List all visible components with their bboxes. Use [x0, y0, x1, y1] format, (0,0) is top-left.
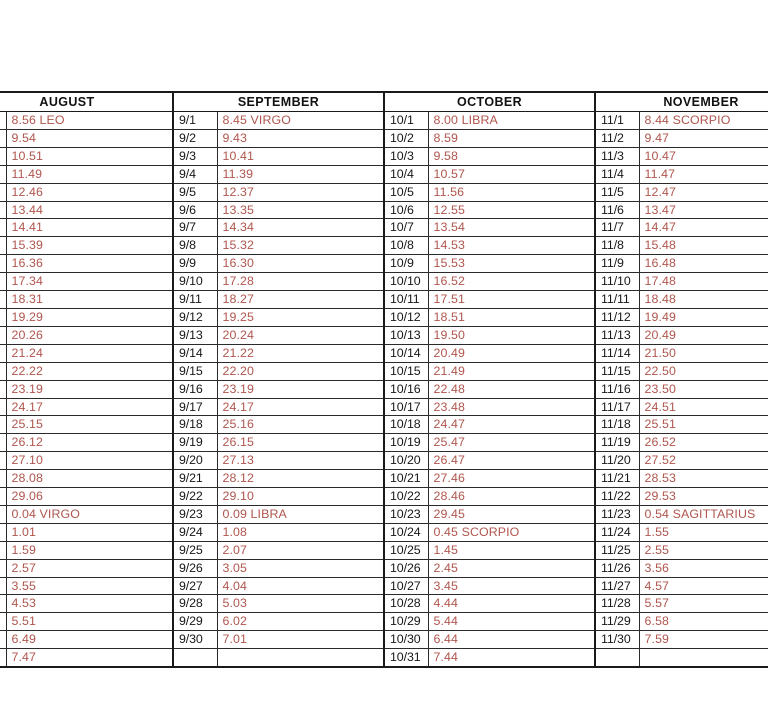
table-row: [0, 595, 768, 613]
date-cell: 11/18: [595, 416, 639, 434]
position-value-cell: 20.24: [217, 326, 384, 344]
position-value-cell: 15.39: [6, 237, 173, 255]
date-cell: 10/1: [384, 112, 428, 130]
position-value-cell: 19.29: [6, 308, 173, 326]
position-value-cell: 14.47: [639, 219, 768, 237]
date-cell: 10/16: [384, 380, 428, 398]
month-header-october: OCTOBER: [384, 92, 595, 112]
date-cell: 11/14: [595, 344, 639, 362]
date-cell: 10/28: [384, 595, 428, 613]
position-value-cell: 29.45: [428, 505, 595, 523]
position-value-cell: 1.55: [639, 523, 768, 541]
table-row: [0, 398, 768, 416]
date-cell: 9/15: [173, 362, 217, 380]
position-value-cell: 4.04: [217, 577, 384, 595]
position-value-cell: 0.54 SAGITTARIUS: [639, 505, 768, 523]
position-value-cell: 26.52: [639, 434, 768, 452]
position-value-cell: 6.58: [639, 613, 768, 631]
date-cell: 9/12: [173, 308, 217, 326]
date-cell: 10/30: [384, 631, 428, 649]
date-cell: 11/26: [595, 559, 639, 577]
position-value-cell: 14.34: [217, 219, 384, 237]
position-value-cell: 29.53: [639, 488, 768, 506]
position-value-cell: 5.51: [6, 613, 173, 631]
position-value-cell: 19.25: [217, 308, 384, 326]
position-value-cell: [217, 649, 384, 667]
position-value-cell: 21.22: [217, 344, 384, 362]
table-row: [0, 559, 768, 577]
table-row: [0, 380, 768, 398]
position-value-cell: 25.15: [6, 416, 173, 434]
date-cell: 9/14: [173, 344, 217, 362]
position-value-cell: 16.48: [639, 255, 768, 273]
position-value-cell: 9.58: [428, 147, 595, 165]
table-row: [0, 183, 768, 201]
date-cell: 11/10: [595, 273, 639, 291]
date-cell: 9/30: [173, 631, 217, 649]
date-cell: 9/25: [173, 541, 217, 559]
table-row: [0, 237, 768, 255]
position-value-cell: 7.44: [428, 649, 595, 667]
position-value-cell: 26.47: [428, 452, 595, 470]
position-value-cell: 15.53: [428, 255, 595, 273]
position-value-cell: 28.12: [217, 470, 384, 488]
position-value-cell: 11.47: [639, 165, 768, 183]
table-row: [0, 129, 768, 147]
position-value-cell: 2.57: [6, 559, 173, 577]
table-row: [0, 219, 768, 237]
table-row: [0, 523, 768, 541]
position-value-cell: 10.57: [428, 165, 595, 183]
date-cell: 11/22: [595, 488, 639, 506]
date-cell: 11/5: [595, 183, 639, 201]
position-value-cell: 26.15: [217, 434, 384, 452]
position-value-cell: 13.54: [428, 219, 595, 237]
date-cell: 9/10: [173, 273, 217, 291]
position-value-cell: 15.48: [639, 237, 768, 255]
date-cell: 11/27: [595, 577, 639, 595]
date-cell: 9/18: [173, 416, 217, 434]
position-value-cell: 9.47: [639, 129, 768, 147]
position-value-cell: 17.48: [639, 273, 768, 291]
position-value-cell: 23.19: [6, 380, 173, 398]
position-value-cell: 23.50: [639, 380, 768, 398]
position-value-cell: 12.37: [217, 183, 384, 201]
position-value-cell: 18.48: [639, 291, 768, 309]
position-value-cell: 0.09 LIBRA: [217, 505, 384, 523]
position-value-cell: 23.48: [428, 398, 595, 416]
date-cell: 9/28: [173, 595, 217, 613]
position-value-cell: [639, 649, 768, 667]
position-value-cell: 11.39: [217, 165, 384, 183]
position-value-cell: 3.55: [6, 577, 173, 595]
ephemeris-table: [0, 91, 768, 668]
month-header-august: AUGUST: [0, 92, 173, 112]
date-cell: 9/19: [173, 434, 217, 452]
date-cell: 10/9: [384, 255, 428, 273]
month-header-row: [0, 92, 768, 112]
table-row: [0, 273, 768, 291]
position-value-cell: 20.26: [6, 326, 173, 344]
date-cell: 11/20: [595, 452, 639, 470]
date-cell: 10/5: [384, 183, 428, 201]
date-cell: 9/11: [173, 291, 217, 309]
position-value-cell: 22.50: [639, 362, 768, 380]
position-value-cell: 25.47: [428, 434, 595, 452]
position-value-cell: 13.44: [6, 201, 173, 219]
date-cell: 10/17: [384, 398, 428, 416]
position-value-cell: 9.43: [217, 129, 384, 147]
position-value-cell: 2.55: [639, 541, 768, 559]
date-cell: 9/13: [173, 326, 217, 344]
position-value-cell: 2.45: [428, 559, 595, 577]
position-value-cell: 27.10: [6, 452, 173, 470]
position-value-cell: 24.47: [428, 416, 595, 434]
date-cell: [595, 649, 639, 667]
date-cell: 9/7: [173, 219, 217, 237]
position-value-cell: 10.51: [6, 147, 173, 165]
position-value-cell: 25.16: [217, 416, 384, 434]
date-cell: 11/29: [595, 613, 639, 631]
position-value-cell: 1.08: [217, 523, 384, 541]
position-value-cell: 4.53: [6, 595, 173, 613]
date-cell: 10/10: [384, 273, 428, 291]
date-cell: 10/21: [384, 470, 428, 488]
date-cell: 11/25: [595, 541, 639, 559]
date-cell: 9/24: [173, 523, 217, 541]
position-value-cell: 27.52: [639, 452, 768, 470]
table-row: [0, 470, 768, 488]
date-cell: 10/13: [384, 326, 428, 344]
position-value-cell: 17.28: [217, 273, 384, 291]
date-cell: 11/30: [595, 631, 639, 649]
date-cell: 9/6: [173, 201, 217, 219]
table-row: [0, 255, 768, 273]
position-value-cell: 7.01: [217, 631, 384, 649]
position-value-cell: 17.34: [6, 273, 173, 291]
date-cell: 11/9: [595, 255, 639, 273]
date-cell: 9/20: [173, 452, 217, 470]
month-header-november: NOVEMBER: [595, 92, 768, 112]
table-row: [0, 488, 768, 506]
position-value-cell: 8.59: [428, 129, 595, 147]
date-cell: 10/8: [384, 237, 428, 255]
date-cell: 11/17: [595, 398, 639, 416]
position-value-cell: 29.10: [217, 488, 384, 506]
date-cell: 9/21: [173, 470, 217, 488]
date-cell: 11/19: [595, 434, 639, 452]
date-cell: 10/23: [384, 505, 428, 523]
date-cell: 9/1: [173, 112, 217, 130]
date-cell: 9/8: [173, 237, 217, 255]
date-cell: 11/23: [595, 505, 639, 523]
date-cell: 9/5: [173, 183, 217, 201]
date-cell: 9/4: [173, 165, 217, 183]
date-cell: 10/2: [384, 129, 428, 147]
table-row: [0, 649, 768, 667]
position-value-cell: 6.49: [6, 631, 173, 649]
table-body: [0, 112, 768, 668]
date-cell: 10/15: [384, 362, 428, 380]
position-value-cell: 5.03: [217, 595, 384, 613]
position-value-cell: 26.12: [6, 434, 173, 452]
position-value-cell: 1.45: [428, 541, 595, 559]
position-value-cell: 28.53: [639, 470, 768, 488]
position-value-cell: 8.45 VIRGO: [217, 112, 384, 130]
position-value-cell: 14.53: [428, 237, 595, 255]
table-row: [0, 326, 768, 344]
position-value-cell: 19.50: [428, 326, 595, 344]
position-value-cell: 29.06: [6, 488, 173, 506]
position-value-cell: 18.51: [428, 308, 595, 326]
position-value-cell: 8.56 LEO: [6, 112, 173, 130]
position-value-cell: 17.51: [428, 291, 595, 309]
position-value-cell: 15.32: [217, 237, 384, 255]
date-cell: 11/11: [595, 291, 639, 309]
date-cell: 10/12: [384, 308, 428, 326]
position-value-cell: 8.44 SCORPIO: [639, 112, 768, 130]
position-value-cell: 22.20: [217, 362, 384, 380]
position-value-cell: 9.54: [6, 129, 173, 147]
position-value-cell: 18.27: [217, 291, 384, 309]
position-value-cell: 20.49: [428, 344, 595, 362]
date-cell: 10/19: [384, 434, 428, 452]
date-cell: [173, 649, 217, 667]
position-value-cell: 20.49: [639, 326, 768, 344]
position-value-cell: 19.49: [639, 308, 768, 326]
table-row: [0, 201, 768, 219]
position-value-cell: 10.47: [639, 147, 768, 165]
position-value-cell: 0.04 VIRGO: [6, 505, 173, 523]
position-value-cell: 3.56: [639, 559, 768, 577]
table-row: [0, 434, 768, 452]
date-cell: 11/28: [595, 595, 639, 613]
date-cell: 10/26: [384, 559, 428, 577]
table-row: [0, 613, 768, 631]
date-cell: 10/27: [384, 577, 428, 595]
position-value-cell: 11.49: [6, 165, 173, 183]
position-value-cell: 24.51: [639, 398, 768, 416]
position-value-cell: 8.00 LIBRA: [428, 112, 595, 130]
position-value-cell: 5.57: [639, 595, 768, 613]
position-value-cell: 1.01: [6, 523, 173, 541]
date-cell: 11/24: [595, 523, 639, 541]
position-value-cell: 27.46: [428, 470, 595, 488]
date-cell: 10/3: [384, 147, 428, 165]
date-cell: 9/9: [173, 255, 217, 273]
date-cell: 10/25: [384, 541, 428, 559]
table-row: [0, 344, 768, 362]
date-cell: 11/6: [595, 201, 639, 219]
position-value-cell: 4.44: [428, 595, 595, 613]
date-cell: 10/20: [384, 452, 428, 470]
table-row: [0, 308, 768, 326]
table-row: [0, 112, 768, 130]
position-value-cell: 13.47: [639, 201, 768, 219]
position-value-cell: 27.13: [217, 452, 384, 470]
position-value-cell: 25.51: [639, 416, 768, 434]
position-value-cell: 24.17: [6, 398, 173, 416]
table-row: [0, 165, 768, 183]
position-value-cell: 0.45 SCORPIO: [428, 523, 595, 541]
date-cell: 10/7: [384, 219, 428, 237]
date-cell: 9/23: [173, 505, 217, 523]
date-cell: 9/17: [173, 398, 217, 416]
date-cell: 11/15: [595, 362, 639, 380]
month-header-september: SEPTEMBER: [173, 92, 384, 112]
table-row: [0, 505, 768, 523]
date-cell: 11/8: [595, 237, 639, 255]
position-value-cell: 16.36: [6, 255, 173, 273]
date-cell: 9/29: [173, 613, 217, 631]
date-cell: 9/16: [173, 380, 217, 398]
position-value-cell: 6.44: [428, 631, 595, 649]
position-value-cell: 13.35: [217, 201, 384, 219]
date-cell: 10/31: [384, 649, 428, 667]
date-cell: 10/24: [384, 523, 428, 541]
position-value-cell: 21.24: [6, 344, 173, 362]
date-cell: 10/6: [384, 201, 428, 219]
date-cell: 11/7: [595, 219, 639, 237]
position-value-cell: 16.30: [217, 255, 384, 273]
date-cell: 10/14: [384, 344, 428, 362]
date-cell: 11/13: [595, 326, 639, 344]
date-cell: 11/1: [595, 112, 639, 130]
position-value-cell: 16.52: [428, 273, 595, 291]
position-value-cell: 28.08: [6, 470, 173, 488]
position-value-cell: 11.56: [428, 183, 595, 201]
date-cell: 11/2: [595, 129, 639, 147]
date-cell: 11/4: [595, 165, 639, 183]
date-cell: 10/11: [384, 291, 428, 309]
date-cell: 9/26: [173, 559, 217, 577]
position-value-cell: 22.48: [428, 380, 595, 398]
position-value-cell: 21.49: [428, 362, 595, 380]
position-value-cell: 3.05: [217, 559, 384, 577]
position-value-cell: 21.50: [639, 344, 768, 362]
table-row: [0, 362, 768, 380]
position-value-cell: 24.17: [217, 398, 384, 416]
date-cell: 9/22: [173, 488, 217, 506]
position-value-cell: 18.31: [6, 291, 173, 309]
date-cell: 9/3: [173, 147, 217, 165]
table-header: [0, 92, 768, 112]
table-row: [0, 452, 768, 470]
table-row: [0, 541, 768, 559]
date-cell: 10/22: [384, 488, 428, 506]
table-row: [0, 416, 768, 434]
position-value-cell: 3.45: [428, 577, 595, 595]
position-value-cell: 14.41: [6, 219, 173, 237]
position-value-cell: 23.19: [217, 380, 384, 398]
date-cell: 11/21: [595, 470, 639, 488]
position-value-cell: 4.57: [639, 577, 768, 595]
ephemeris-table-container: [0, 91, 768, 668]
position-value-cell: 5.44: [428, 613, 595, 631]
position-value-cell: 12.47: [639, 183, 768, 201]
position-value-cell: 7.47: [6, 649, 173, 667]
table-row: [0, 631, 768, 649]
date-cell: 10/4: [384, 165, 428, 183]
date-cell: 11/16: [595, 380, 639, 398]
table-row: [0, 577, 768, 595]
date-cell: 11/12: [595, 308, 639, 326]
position-value-cell: 10.41: [217, 147, 384, 165]
position-value-cell: 22.22: [6, 362, 173, 380]
position-value-cell: 28.46: [428, 488, 595, 506]
table-row: [0, 291, 768, 309]
table-row: [0, 147, 768, 165]
position-value-cell: 7.59: [639, 631, 768, 649]
date-cell: 11/3: [595, 147, 639, 165]
position-value-cell: 12.55: [428, 201, 595, 219]
position-value-cell: 12.46: [6, 183, 173, 201]
date-cell: 9/2: [173, 129, 217, 147]
position-value-cell: 2.07: [217, 541, 384, 559]
date-cell: 10/18: [384, 416, 428, 434]
date-cell: 10/29: [384, 613, 428, 631]
position-value-cell: 6.02: [217, 613, 384, 631]
position-value-cell: 1.59: [6, 541, 173, 559]
date-cell: 9/27: [173, 577, 217, 595]
